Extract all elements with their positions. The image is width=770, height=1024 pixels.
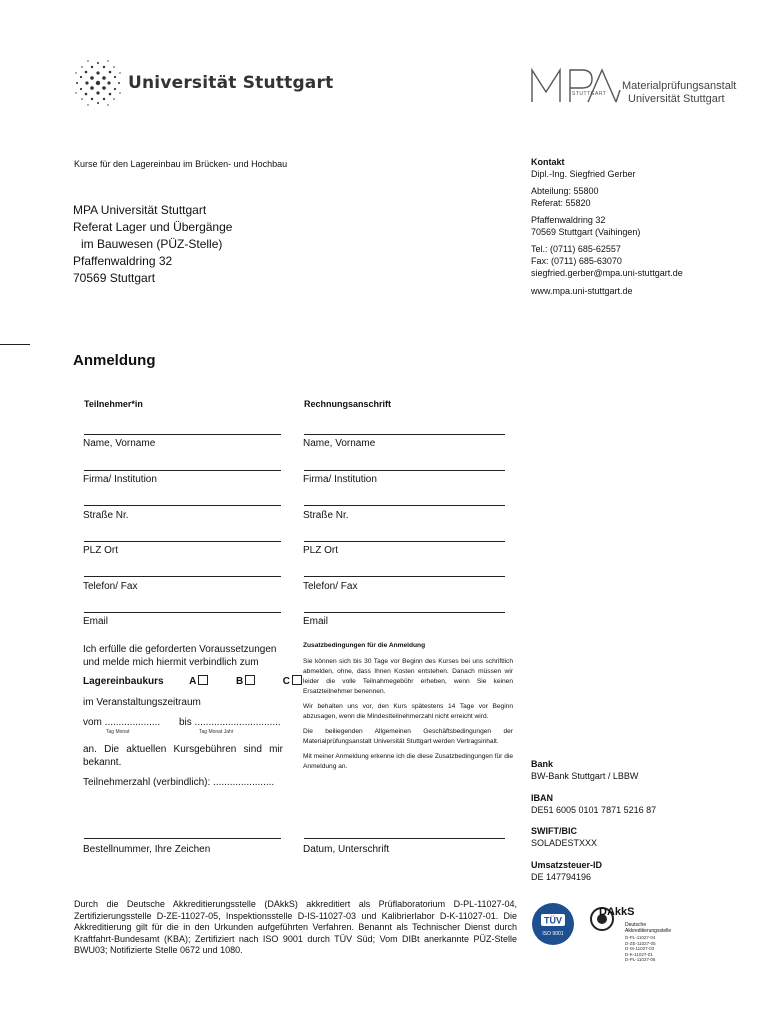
contact-block — [531, 156, 751, 297]
contact-street: Pfaffenwaldring 32 — [531, 215, 606, 225]
course-selection — [83, 675, 302, 688]
contact-dept: Abteilung: 55800 — [531, 186, 599, 196]
participant-phone-line[interactable] — [84, 576, 281, 577]
participant-company-label: Firma/ Institution — [83, 474, 157, 485]
contact-city: 70569 Stuttgart (Vaihingen) — [531, 227, 641, 237]
iban-label: IBAN — [531, 793, 553, 803]
form-title: Anmeldung — [73, 352, 156, 369]
university-logo-mark — [72, 58, 124, 108]
address-line: 70569 Stuttgart — [73, 271, 156, 285]
fold-mark — [0, 344, 30, 345]
conditions-p4: Mit meiner Anmeldung erkenne ich die diese Zusatzbedingungen für die Anmeldung an. — [303, 753, 513, 770]
date-to-field[interactable]: bis ............................... — [179, 717, 281, 728]
address-line: Pfaffenwaldring 32 — [73, 254, 173, 268]
dakks-id: D-ZE-11027-05 — [625, 940, 656, 946]
date-from-hint: Tag Monat — [106, 729, 130, 735]
address-line: Referat Lager und Übergänge — [73, 220, 233, 234]
billing-heading: Rechnungsanschrift — [304, 399, 392, 409]
dakks-title: DAkkS — [599, 906, 635, 918]
contact-fax: Fax: (0711) 685-63070 — [531, 256, 622, 266]
contact-web[interactable]: www.mpa.uni-stuttgart.de — [531, 286, 633, 296]
billing-company-label: Firma/ Institution — [303, 474, 377, 485]
contact-ref: Referat: 55820 — [531, 198, 591, 208]
mpa-name-line2: Universität Stuttgart — [628, 93, 725, 105]
participant-heading: Teilnehmer*in — [84, 399, 143, 409]
participant-name-line[interactable] — [84, 434, 281, 435]
dakks-id: D-PL-11027-04 — [625, 935, 656, 940]
participant-street-line[interactable] — [84, 505, 281, 506]
swift-value: SOLADESTXXX — [531, 838, 598, 848]
billing-street-line[interactable] — [304, 505, 505, 506]
mpa-name-line1: Materialprüfungsanstalt — [622, 80, 737, 92]
vat-value: DE 147794196 — [531, 872, 592, 882]
contact-email[interactable]: siegfried.gerber@mpa.uni-stuttgart.de — [531, 268, 683, 278]
participant-company-line[interactable] — [84, 470, 281, 471]
recipient-address — [73, 202, 333, 287]
bank-value: BW-Bank Stuttgart / LBBW — [531, 771, 639, 781]
participant-email-label: Email — [83, 616, 109, 627]
participant-city-label: PLZ Ort — [83, 545, 119, 556]
svg-text:ISO 9001: ISO 9001 — [542, 931, 564, 937]
conditions-block — [303, 641, 513, 772]
participant-street-label: Straße Nr. — [83, 510, 129, 521]
iban-value: DE51 6005 0101 7871 5216 87 — [531, 805, 657, 815]
billing-phone-line[interactable] — [304, 576, 505, 577]
billing-company-line[interactable] — [304, 470, 505, 471]
option-c-checkbox[interactable] — [292, 675, 302, 685]
dakks-sub1: Deutsche — [625, 922, 647, 928]
declaration-line2: und melde mich hiermit verbindlich zum — [83, 657, 259, 668]
date-signature-label: Datum, Unterschrift — [303, 844, 390, 855]
swift-label: SWIFT/BIC — [531, 826, 577, 836]
option-c-label: C — [282, 676, 290, 687]
participant-city-line[interactable] — [84, 541, 281, 542]
contact-tel: Tel.: (0711) 685-62557 — [531, 244, 621, 254]
billing-name-line[interactable] — [304, 434, 505, 435]
dakks-id: D-K-11027-01 — [625, 951, 653, 957]
billing-city-label: PLZ Ort — [303, 545, 339, 556]
conditions-p2: Wir behalten uns vor, den Kurs spätestens 14 Tage vor Beginn abzusagen, wenn die Mindestteilnehmerzahl nicht erreicht wird. — [303, 703, 513, 720]
billing-email-label: Email — [303, 616, 329, 627]
tuv-logo — [531, 902, 575, 946]
conditions-heading: Zusatzbedingungen für die Anmeldung — [303, 642, 426, 649]
billing-name-label: Name, Vorname — [303, 438, 376, 449]
dakks-logo — [589, 902, 679, 964]
billing-email-line[interactable] — [304, 612, 505, 613]
address-line: im Bauwesen (PÜZ-Stelle) — [81, 237, 223, 251]
date-from-field[interactable]: vom .................... — [83, 717, 161, 728]
billing-street-label: Straße Nr. — [303, 510, 349, 521]
mpa-logo — [530, 66, 737, 108]
period-label: im Veranstaltungszeitraum — [83, 697, 201, 708]
address-line: MPA Universität Stuttgart — [73, 203, 207, 217]
university-logo-text: Universität Stuttgart — [128, 73, 334, 93]
conditions-p1: Sie können sich bis 30 Tage vor Beginn des Kurses bei uns schriftlich abmelden, ohne, dass Ihnen Kosten entstehen. Danach müssen wir leider die volle Teilnahmegebühr erheben, wenn Sie keinen Ersatzteilnehmer benennen. — [303, 658, 513, 695]
fees-note: an. Die aktuellen Kursgebühren sind mir bekannt. — [83, 744, 283, 768]
participant-email-line[interactable] — [84, 612, 281, 613]
contact-heading: Kontakt — [531, 157, 565, 167]
dakks-id: D-PL-11027-06 — [625, 957, 656, 962]
mpa-logo-sub: STUTTGART — [572, 91, 607, 97]
date-to-hint: Tag Monat Jahr — [199, 729, 234, 735]
mpa-logo-mark — [530, 66, 622, 104]
vat-label: Umsatzsteuer-ID — [531, 860, 603, 870]
dakks-ids — [625, 935, 656, 963]
participant-count-field[interactable]: Teilnehmerzahl (verbindlich): ...................... — [83, 777, 275, 788]
order-number-line[interactable] — [84, 838, 281, 839]
subject-line: Kurse für den Lagereinbau im Brücken- und Hochbau — [74, 159, 288, 169]
option-b-checkbox[interactable] — [245, 675, 255, 685]
contact-name: Dipl.-Ing. Siegfried Gerber — [531, 169, 636, 179]
dakks-sub2: Akkreditierungsstelle — [625, 928, 672, 934]
order-number-label: Bestellnummer, Ihre Zeichen — [83, 844, 211, 855]
declaration-line1: Ich erfülle die geforderten Voraussetzungen — [83, 644, 277, 655]
bank-block — [531, 758, 751, 883]
option-a-label: A — [189, 676, 197, 687]
course-label: Lagereinbaukurs — [83, 676, 164, 687]
conditions-p3: Die beiliegenden Allgemeinen Geschäftsbedingungen der Materialprüfungsanstalt Universität Stuttgart werden Vertragsinhalt. — [303, 728, 513, 745]
billing-phone-label: Telefon/ Fax — [303, 581, 358, 592]
option-a-checkbox[interactable] — [198, 675, 208, 685]
participant-phone-label: Telefon/ Fax — [83, 581, 138, 592]
billing-city-line[interactable] — [304, 541, 505, 542]
bank-label: Bank — [531, 759, 554, 769]
date-signature-line[interactable] — [304, 838, 505, 839]
participant-name-label: Name, Vorname — [83, 438, 156, 449]
university-logo — [72, 58, 334, 108]
svg-text:TÜV: TÜV — [544, 915, 562, 926]
accreditation-text: Durch die Deutsche Akkreditierungsstelle (DAkkS) akkreditiert als Prüflaboratorium D-PL-11027-04, Zertifizierungsstelle D-ZE-11027-05, Inspektionsstelle D-IS-11027-03 und Kalibrierlabor D-K-11027-01. Die Akkreditierung gilt für die in den Urkunden aufgeführten Verfahren. Benannt als Technischer Dienst durch Kraftfahrt-Bundesamt (KBA); Zertifiziert nach ISO 9001 durch TÜV Süd; Vom DIBt anerkannte PÜZ-Stelle BWU03; Notifizierte Stelle 0672 und 1080. — [74, 899, 517, 956]
dakks-id: D-IS-11027-03 — [625, 946, 655, 951]
option-b-label: B — [235, 676, 244, 687]
